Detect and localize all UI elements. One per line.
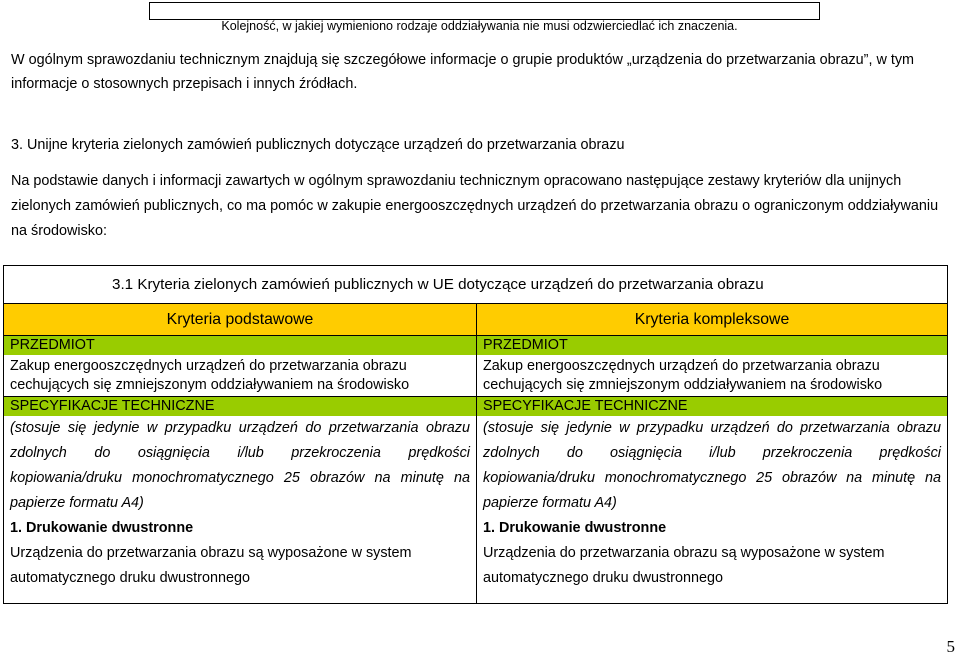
criterion-text-line: automatycznego druku dwustronnego (10, 570, 250, 586)
scope-note-line: (stosuje się jedynie w przypadku urządzeń do przetwarzania obrazu (483, 420, 941, 436)
criterion-text-line: Urządzenia do przetwarzania obrazu są wyposażone w system (10, 545, 412, 561)
core-criteria-column (4, 335, 477, 603)
scope-note-line: (stosuje się jedynie w przypadku urządzeń do przetwarzania obrazu (10, 420, 470, 436)
scope-note-line: zdolnych do osiągnięcia i/lub przekroczenia prędkości (483, 445, 941, 461)
criterion-title: 1. Drukowanie dwustronne (483, 520, 667, 536)
scope-note (477, 416, 947, 516)
section-paragraph: Na podstawie danych i informacji zawartych w ogólnym sprawozdaniu technicznym opracowano następujące zestawy kryteriów dla unijnych zielonych zamówień publicznych, co ma pomóc w zakupie energooszczędnych urządzeń do przetwarzania obrazu o ograniczonym oddziaływaniu na środowisko: (11, 173, 939, 239)
comprehensive-criteria-header: Kryteria kompleksowe (477, 303, 947, 335)
intro-paragraph: W ogólnym sprawozdaniu technicznym znajdują się szczegółowe informacje o grupie produktów „urządzenia do przetwarzania obrazu”, w tym informacje o stosownych przepisach i innych źródłach. (11, 52, 915, 92)
criterion-text (4, 541, 476, 591)
tech-spec-label: SPECYFIKACJE TECHNICZNE (477, 396, 947, 416)
page-number: 5 (946, 637, 955, 656)
scope-note-line: kopiowania/druku monochromatycznego 25 obrazów na minutę na (10, 470, 470, 486)
subject-label: PRZEDMIOT (477, 335, 947, 355)
scope-note-line: papierze formatu A4) (483, 495, 617, 511)
section-heading: 3. Unijne kryteria zielonych zamówień publicznych dotyczące urządzeń do przetwarzania obrazu (11, 137, 625, 153)
tech-spec-label: SPECYFIKACJE TECHNICZNE (4, 396, 476, 416)
scope-note (4, 416, 476, 516)
table-title: 3.1 Kryteria zielonych zamówień publicznych w UE dotyczące urządzeń do przetwarzania obrazu (112, 276, 764, 293)
criterion-title: 1. Drukowanie dwustronne (10, 520, 194, 536)
footnote-text: Kolejność, w jakiej wymieniono rodzaje oddziaływania nie musi odzwierciedlać ich znaczenia. (221, 19, 738, 33)
criterion-text-line: automatycznego druku dwustronnego (483, 570, 723, 586)
criteria-table (3, 265, 948, 604)
subject-label: PRZEDMIOT (4, 335, 476, 355)
criterion-text (477, 541, 947, 591)
scope-note-line: zdolnych do osiągnięcia i/lub przekroczenia prędkości (10, 445, 470, 461)
scope-note-line: kopiowania/druku monochromatycznego 25 obrazów na minutę na (483, 470, 941, 486)
footnote-frame (149, 2, 820, 20)
scope-note-line: papierze formatu A4) (10, 495, 144, 511)
core-criteria-header: Kryteria podstawowe (4, 303, 477, 335)
subject-text: Zakup energooszczędnych urządzeń do przetwarzania obrazu cechujących się zmniejszonym oddziaływaniem na środowisko (10, 358, 410, 393)
comprehensive-criteria-column (477, 335, 947, 603)
criterion-text-line: Urządzenia do przetwarzania obrazu są wyposażone w system (483, 545, 885, 561)
subject-text: Zakup energooszczędnych urządzeń do przetwarzania obrazu cechujących się zmniejszonym oddziaływaniem na środowisko (483, 358, 883, 393)
